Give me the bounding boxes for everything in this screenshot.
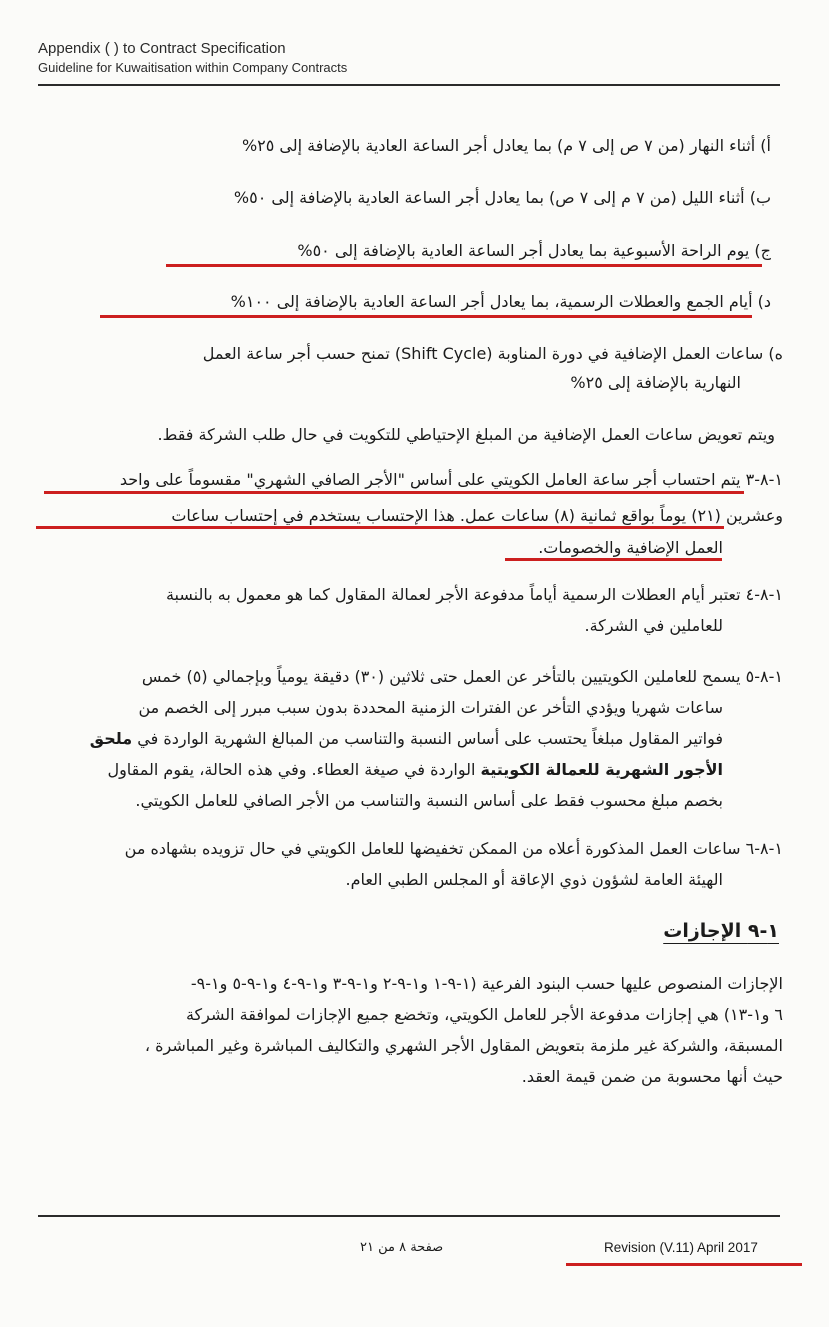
clause-1-8-6-line2: الهيئة العامة لشؤون ذوي الإعاقة أو المجلس الطبي العام. bbox=[345, 870, 723, 889]
red-underline-item-c bbox=[166, 264, 762, 267]
revision-label: Revision (V.11) April 2017 bbox=[604, 1240, 758, 1255]
red-underline-revision bbox=[566, 1263, 802, 1266]
document-title: Appendix ( ) to Contract Specification bbox=[38, 40, 286, 57]
leave-paragraph-line1: الإجازات المنصوص عليها حسب البنود الفرعية (١-٩-١ و١-٩-٢ و١-٩-٣ و١-٩-٤ و١-٩-٥ و١-٩- bbox=[190, 974, 783, 993]
red-underline-item-d bbox=[100, 315, 752, 318]
red-underline-clause3-line2 bbox=[36, 526, 724, 529]
item-e-line2: النهارية بالإضافة إلى ٢٥% bbox=[570, 373, 741, 392]
leave-paragraph-line4: حيث أنها محسوبة من ضمن قيمة العقد. bbox=[521, 1067, 783, 1086]
leave-paragraph-line3: المسبقة، والشركة غير ملزمة بتعويض المقاول الأجر الشهري والتكاليف المباشرة وغير المباشرة ، bbox=[144, 1036, 783, 1055]
clause-1-8-3-line1: ١-٨-٣ يتم احتساب أجر ساعة العامل الكويتي على أساس "الأجر الصافي الشهري" مقسوماً على واحد bbox=[119, 470, 783, 489]
item-b: ب) أثناء الليل (من ٧ م إلى ٧ ص) بما يعادل أجر الساعة العادية بالإضافة إلى ٥٠% bbox=[233, 188, 771, 207]
footer-divider bbox=[38, 1215, 780, 1217]
leave-paragraph-line2: ٦ و١-١٣) هي إجازات مدفوعة الأجر للعامل الكويتي، وتخضع جميع الإجازات لموافقة الشركة bbox=[185, 1005, 783, 1024]
item-e-line1: ه) ساعات العمل الإضافية في دورة المناوبة (Shift Cycle) تمنح حسب أجر ساعة العمل bbox=[202, 344, 783, 363]
red-underline-clause3-line1 bbox=[44, 491, 744, 494]
clause-1-8-5-line5: بخصم مبلغ محسوب فقط على أساس النسبة والتناسب من الأجر الصافي للعامل الكويتي. bbox=[135, 791, 723, 810]
item-a: أ) أثناء النهار (من ٧ ص إلى ٧ م) بما يعادل أجر الساعة العادية بالإضافة إلى ٢٥% bbox=[241, 136, 771, 155]
page-number: صفحة ٨ من ٢١ bbox=[360, 1240, 444, 1255]
clause-1-8-3-line3: العمل الإضافية والخصومات. bbox=[538, 538, 723, 557]
header-divider bbox=[38, 84, 780, 86]
section-heading: ١-٩ الإجازات bbox=[663, 920, 779, 942]
red-underline-clause3-line3 bbox=[505, 558, 722, 561]
item-d: د) أيام الجمع والعطلات الرسمية، بما يعادل أجر الساعة العادية بالإضافة إلى ١٠٠% bbox=[230, 292, 771, 311]
overtime-note: ويتم تعويض ساعات العمل الإضافية من المبلغ الإحتياطي للتكويت في حال طلب الشركة فقط. bbox=[157, 425, 775, 444]
document-subtitle: Guideline for Kuwaitisation within Company Contracts bbox=[38, 60, 348, 75]
clause-1-8-5-line4: الأجور الشهرية للعمالة الكويتية الواردة في صيغة العطاء. وفي هذه الحالة، يقوم المقاول bbox=[107, 760, 723, 779]
item-c: ج) يوم الراحة الأسبوعية بما يعادل أجر الساعة العادية بالإضافة إلى ٥٠% bbox=[297, 241, 771, 260]
clause-1-8-5-line3: فواتير المقاول مبلغاً يحتسب على أساس النسبة والتناسب من المبالغ الشهرية الواردة في ملحق bbox=[89, 729, 723, 748]
clause-1-8-4-line2: للعاملين في الشركة. bbox=[584, 616, 723, 635]
clause-1-8-5-line1: ١-٨-٥ يسمح للعاملين الكويتيين بالتأخر عن العمل حتى ثلاثين (٣٠) دقيقة يومياً وبإجمالي (٥) خمس bbox=[141, 667, 783, 686]
clause-1-8-4-line1: ١-٨-٤ تعتبر أيام العطلات الرسمية أياماً مدفوعة الأجر لعمالة المقاول كما هو معمول به بالنسبة bbox=[165, 585, 783, 604]
clause-1-8-5-line2: ساعات شهريا ويؤدي التأخر عن الفترات الزمنية المحددة بدون سبب مبرر إلى الخصم من bbox=[138, 698, 723, 717]
clause-1-8-3-line2: وعشرين (٢١) يوماً بواقع ثمانية (٨) ساعات عمل. هذا الإحتساب يستخدم في إحتساب ساعات bbox=[171, 506, 783, 525]
clause-1-8-6-line1: ١-٨-٦ ساعات العمل المذكورة أعلاه من الممكن تخفيضها للعامل الكويتي في حال تزويده بشهاده من bbox=[124, 839, 783, 858]
